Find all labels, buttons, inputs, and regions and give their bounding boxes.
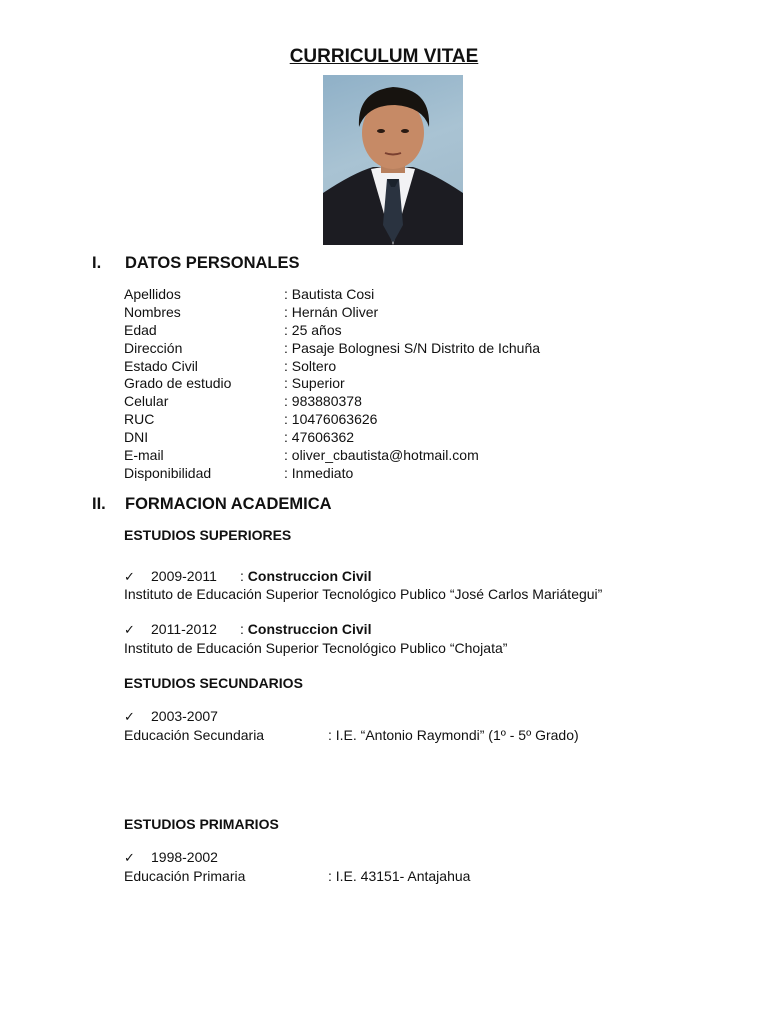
- personal-row: [124, 375, 345, 392]
- personal-row: [124, 286, 374, 303]
- section-title: DATOS PERSONALES: [125, 254, 300, 272]
- profile-photo: [323, 75, 463, 245]
- row-label: DNI: [124, 429, 149, 445]
- entry-years: 2009-2011: [151, 568, 217, 584]
- check-icon: ✓: [124, 622, 135, 637]
- entry-years: 2011-2012: [151, 621, 217, 637]
- entry-label: Educación Secundaria: [124, 727, 265, 743]
- entry-years: 1998-2002: [151, 849, 218, 865]
- entry-career: Construccion Civil: [247, 568, 372, 584]
- personal-row: [124, 322, 342, 339]
- section-title: FORMACION ACADEMICA: [125, 495, 332, 513]
- row-value: : Pasaje Bolognesi S/N Distrito de Ichuña: [284, 340, 541, 356]
- superiores-institution-1: Instituto de Educación Superior Tecnológico Publico “José Carlos Mariátegui”: [124, 586, 603, 602]
- personal-row: [124, 393, 362, 410]
- row-value: : Inmediato: [284, 465, 354, 481]
- row-value: : 47606362: [284, 429, 355, 445]
- section-number: II.: [92, 495, 106, 513]
- row-label: E-mail: [124, 447, 164, 463]
- entry-career: Construccion Civil: [247, 621, 372, 637]
- row-value: : 10476063626: [284, 411, 378, 427]
- row-value: : 983880378: [284, 393, 362, 409]
- row-value: : Bautista Cosi: [284, 286, 375, 302]
- row-label: Dirección: [124, 340, 183, 356]
- check-icon: ✓: [124, 569, 135, 584]
- secundarios-years: [124, 708, 218, 725]
- entry-years: 2003-2007: [151, 708, 218, 724]
- superiores-institution-2: Instituto de Educación Superior Tecnológico Publico “Chojata”: [124, 640, 508, 656]
- check-icon: ✓: [124, 850, 135, 865]
- row-label: Disponibilidad: [124, 465, 212, 481]
- personal-row: [124, 465, 353, 482]
- row-label: Edad: [124, 322, 157, 338]
- estudios-primarios-heading: ESTUDIOS PRIMARIOS: [124, 816, 279, 832]
- row-label: Estado Civil: [124, 358, 198, 374]
- entry-separator: :: [240, 568, 244, 584]
- secundarios-detail: [124, 727, 579, 743]
- section-datos-personales-heading: [92, 254, 300, 273]
- check-icon: ✓: [124, 709, 135, 724]
- personal-row: [124, 411, 377, 428]
- personal-row: [124, 358, 336, 375]
- profile-photo-image: [323, 75, 463, 245]
- primarios-years: [124, 849, 218, 866]
- row-value: : Soltero: [284, 358, 337, 374]
- entry-value: : I.E. “Antonio Raymondi” (1º - 5º Grado): [328, 727, 579, 743]
- entry-separator: :: [240, 621, 244, 637]
- row-label: RUC: [124, 411, 155, 427]
- personal-row: [124, 304, 378, 321]
- row-value: : 25 años: [284, 322, 342, 338]
- personal-row: [124, 340, 540, 357]
- superiores-entry-2: [124, 621, 371, 638]
- row-value: : Hernán Oliver: [284, 304, 379, 320]
- estudios-superiores-heading: ESTUDIOS SUPERIORES: [124, 527, 292, 543]
- primarios-detail: [124, 868, 470, 884]
- entry-value: : I.E. 43151- Antajahua: [328, 868, 471, 884]
- entry-label: Educación Primaria: [124, 868, 246, 884]
- estudios-secundarios-heading: ESTUDIOS SECUNDARIOS: [124, 675, 303, 691]
- row-label: Celular: [124, 393, 169, 409]
- superiores-entry-1: [124, 568, 371, 585]
- row-label: Nombres: [124, 304, 181, 320]
- personal-row: [124, 429, 354, 446]
- section-formacion-heading: [92, 495, 332, 514]
- row-value: : oliver_cbautista@hotmail.com: [284, 447, 479, 463]
- personal-row: [124, 447, 479, 464]
- row-label: Grado de estudio: [124, 375, 232, 391]
- row-value: : Superior: [284, 375, 345, 391]
- document-title: CURRICULUM VITAE: [289, 46, 479, 67]
- section-number: I.: [92, 254, 102, 272]
- row-label: Apellidos: [124, 286, 181, 302]
